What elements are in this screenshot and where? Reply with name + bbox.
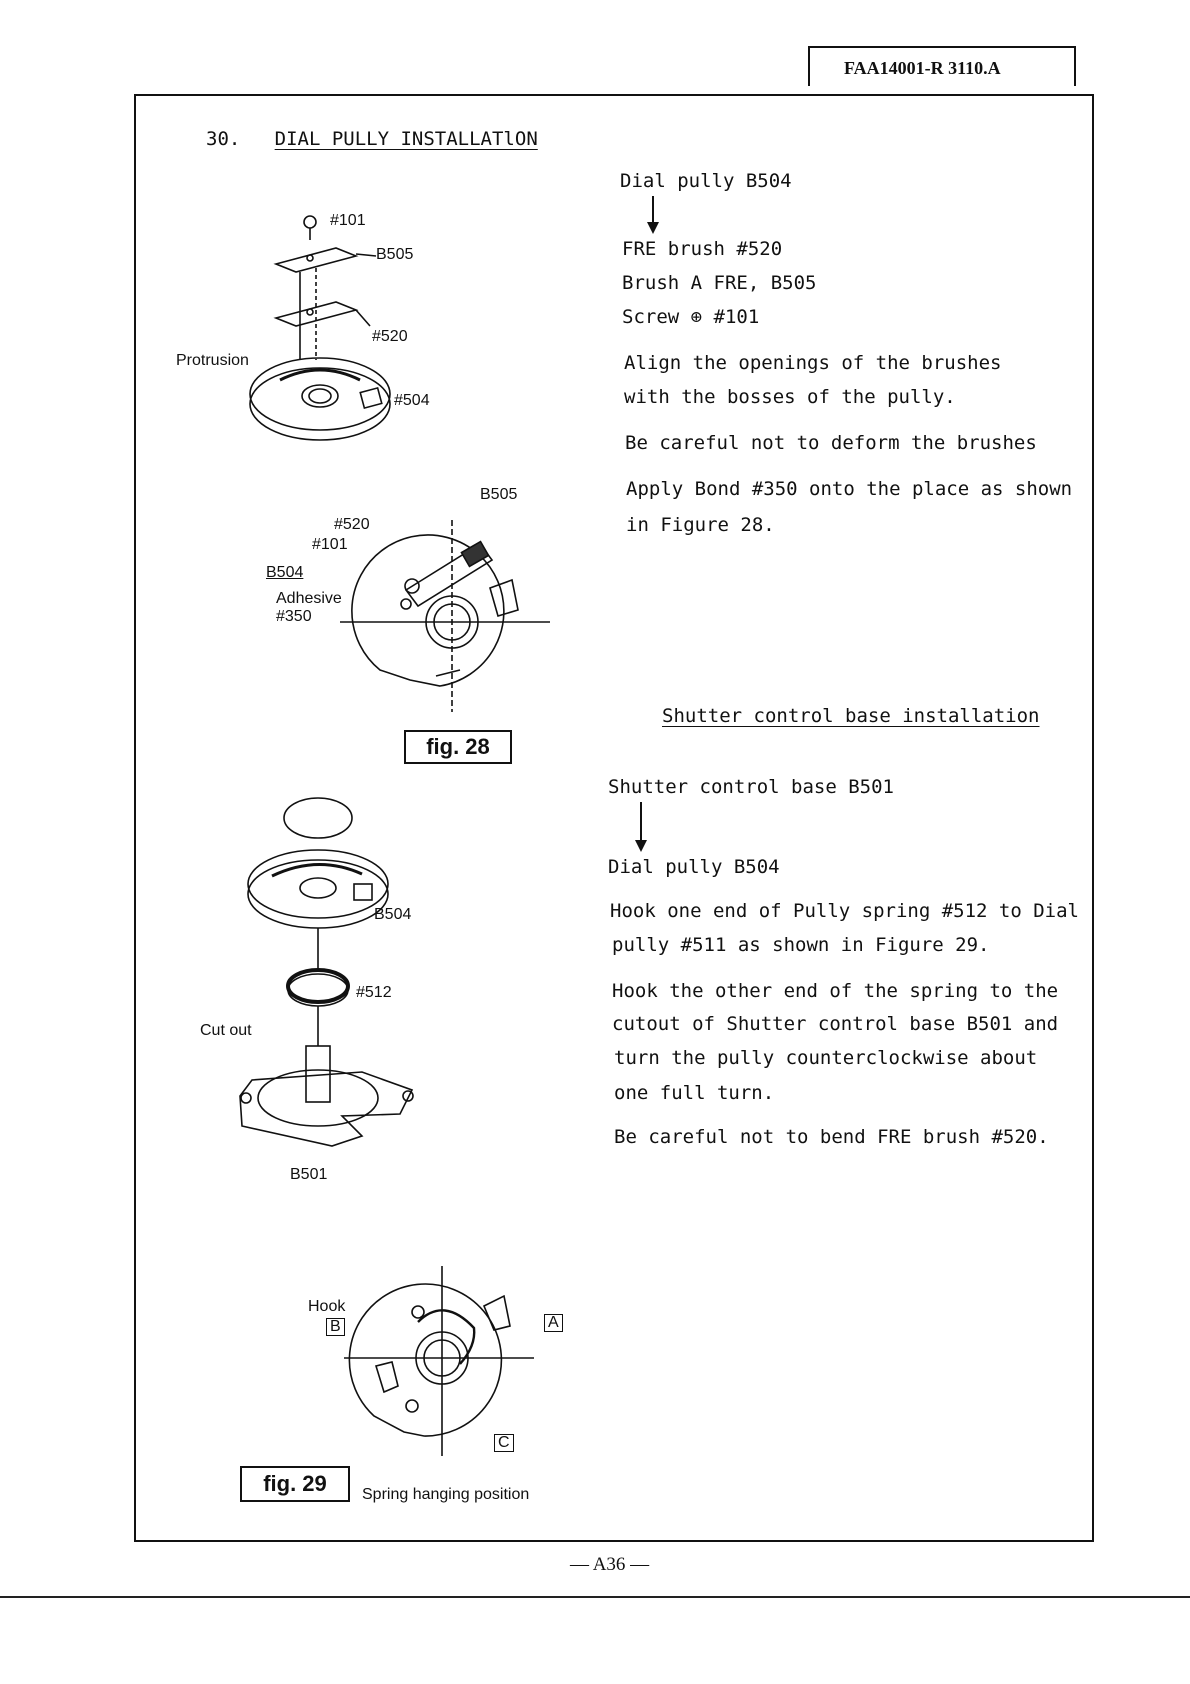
label-b501: B501 — [290, 1166, 328, 1183]
procedure2-line: one full turn. — [614, 1082, 775, 1104]
procedure1-line: Be careful not to deform the brushes — [625, 432, 1037, 454]
document-id: FAA14001-R 3110.A — [808, 46, 1076, 86]
spring-hanging-drawing — [344, 1266, 544, 1456]
label-350: #350 — [276, 608, 312, 625]
label-512: #512 — [356, 984, 392, 1001]
label-520: #520 — [372, 328, 408, 345]
label-504: #504 — [394, 392, 430, 409]
label-a: A — [544, 1314, 563, 1332]
section-number: 30. — [206, 128, 241, 150]
section-title-text: DIAL PULLY INSTALLATlON — [274, 128, 538, 150]
procedure2-start: Shutter control base B501 — [608, 776, 894, 798]
label-adhesive: Adhesive — [276, 590, 342, 607]
label-b505: B505 — [480, 486, 518, 503]
dial-pully-assembled-drawing — [340, 480, 560, 720]
label-protrusion: Protrusion — [176, 352, 249, 369]
subsection-title: Shutter control base installation — [662, 705, 1040, 727]
label-b504: B504 — [374, 906, 412, 923]
procedure2-arrow — [640, 802, 642, 850]
procedure2-line: cutout of Shutter control base B501 and — [612, 1013, 1059, 1035]
procedure2-line: turn the pully counterclockwise about — [614, 1047, 1038, 1069]
label-101: #101 — [330, 212, 366, 229]
bottom-rule — [0, 1596, 1190, 1598]
procedure2-line: pully #511 as shown in Figure 29. — [612, 934, 990, 956]
label-101: #101 — [312, 536, 348, 553]
procedure1-arrow — [652, 196, 654, 232]
label-hook: Hook — [308, 1298, 346, 1315]
label-cut-out: Cut out — [200, 1022, 252, 1039]
page-number: — A36 — — [570, 1554, 650, 1575]
procedure2-line: Hook one end of Pully spring #512 to Dial — [610, 900, 1079, 922]
procedure2-line: Hook the other end of the spring to the — [612, 980, 1059, 1002]
label-b: B — [326, 1318, 345, 1336]
label-520: #520 — [334, 516, 370, 533]
section-title — [206, 128, 538, 150]
procedure1-line: Align the openings of the brushes — [624, 352, 1002, 374]
procedure2-end: Dial pully B504 — [608, 856, 780, 878]
procedure1-line: Screw ⊕ #101 — [622, 306, 760, 328]
procedure1-line: in Figure 28. — [626, 514, 775, 536]
label-b505: B505 — [376, 246, 414, 263]
procedure1-line: Brush A FRE, B505 — [622, 272, 817, 294]
shutter-base-exploded-drawing — [222, 796, 442, 1176]
figure-29-description: Spring hanging position — [362, 1486, 530, 1503]
figure-28-caption: fig. 28 — [404, 730, 512, 764]
dial-pully-exploded-drawing — [240, 210, 460, 450]
procedure1-line: FRE brush #520 — [622, 238, 783, 260]
procedure2-line: Be careful not to bend FRE brush #520. — [614, 1126, 1049, 1148]
procedure1-line: Apply Bond #350 onto the place as shown — [626, 478, 1073, 500]
procedure1-start: Dial pully B504 — [620, 170, 792, 192]
figure-29-caption: fig. 29 — [240, 1466, 350, 1502]
label-c: C — [494, 1434, 514, 1452]
procedure1-line: with the bosses of the pully. — [624, 386, 956, 408]
label-b504: B504 — [266, 564, 304, 581]
